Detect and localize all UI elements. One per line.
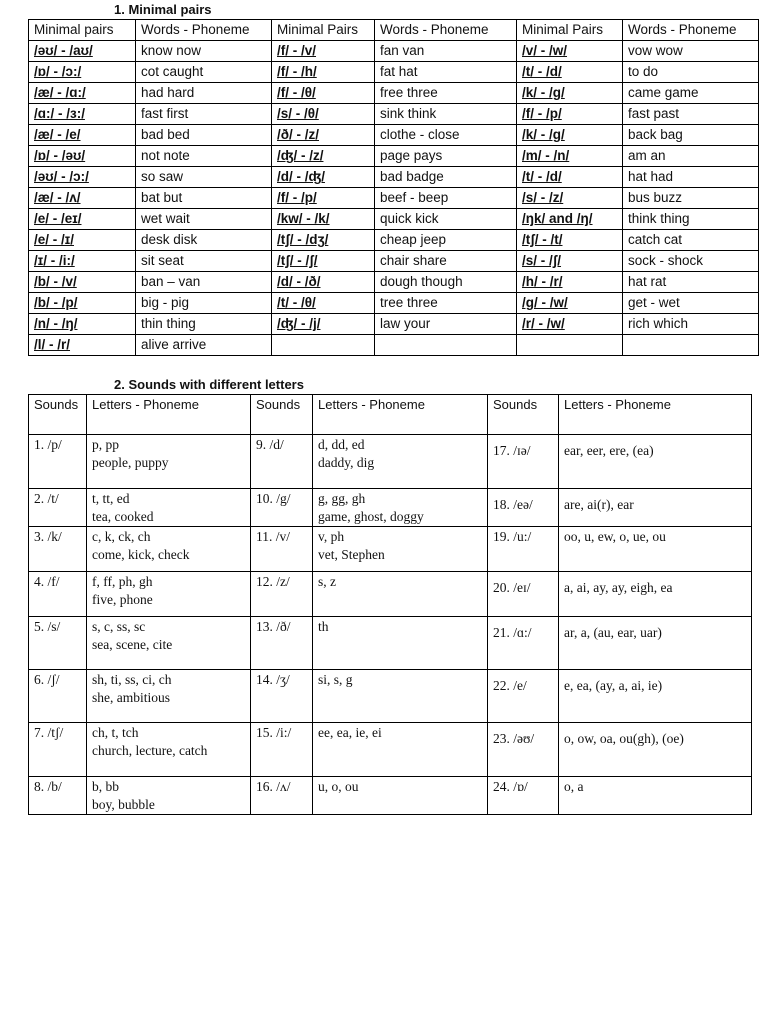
minimal-pair-cell bbox=[29, 104, 136, 125]
minimal-pair-phonemes: /d/ - /ð/ bbox=[277, 274, 321, 289]
table-row bbox=[29, 167, 759, 188]
minimal-pair-cell bbox=[517, 62, 623, 83]
header-cell: Words - Phoneme bbox=[136, 20, 272, 41]
table-row bbox=[29, 723, 752, 777]
letters-spelling: s, c, ss, sc bbox=[92, 619, 146, 634]
example-words-cell: fast past bbox=[623, 104, 759, 125]
header-cell: Sounds bbox=[29, 395, 87, 435]
table-row bbox=[29, 293, 759, 314]
sound-label: 21. /ɑ:/ bbox=[493, 625, 532, 640]
minimal-pair-cell bbox=[29, 188, 136, 209]
minimal-pair-cell bbox=[272, 104, 375, 125]
minimal-pair-phonemes: /n/ - /ŋ/ bbox=[34, 316, 78, 331]
letters-cell bbox=[87, 617, 251, 670]
sound-label: 18. /eə/ bbox=[493, 497, 533, 512]
minimal-pair-cell bbox=[29, 230, 136, 251]
letters-spelling: e, ea, (ay, a, ai, ie) bbox=[564, 678, 663, 693]
example-words-cell: chair share bbox=[375, 251, 517, 272]
sound-cell bbox=[251, 777, 313, 815]
sound-label: 13. /ð/ bbox=[256, 619, 291, 634]
sound-label: 5. /s/ bbox=[34, 619, 61, 634]
sound-label: 20. /eɪ/ bbox=[493, 580, 531, 595]
example-words-cell: had hard bbox=[136, 83, 272, 104]
minimal-pair-phonemes: /s/ - /z/ bbox=[522, 190, 564, 205]
example-words-cell: alive arrive bbox=[136, 335, 272, 356]
example-words: game, ghost, doggy bbox=[318, 509, 424, 524]
example-words-cell: fan van bbox=[375, 41, 517, 62]
sound-cell bbox=[29, 527, 87, 572]
minimal-pair-cell bbox=[29, 125, 136, 146]
minimal-pair-phonemes: /æ/ - /e/ bbox=[34, 127, 81, 142]
sound-cell bbox=[251, 723, 313, 777]
table-row bbox=[29, 670, 752, 723]
minimal-pair-cell bbox=[272, 314, 375, 335]
letters-spelling: oo, u, ew, o, ue, ou bbox=[564, 529, 666, 544]
sound-label: 14. /ʒ/ bbox=[256, 672, 290, 687]
sound-label: 24. /ɒ/ bbox=[493, 779, 528, 794]
sound-cell bbox=[488, 435, 559, 489]
sound-label: 17. /ɪə/ bbox=[493, 443, 531, 458]
example-words-cell: dough though bbox=[375, 272, 517, 293]
example-words: people, puppy bbox=[92, 455, 169, 470]
minimal-pair-cell bbox=[517, 293, 623, 314]
letters-cell bbox=[87, 723, 251, 777]
sound-label: 19. /u:/ bbox=[493, 529, 532, 544]
table-row bbox=[29, 104, 759, 125]
minimal-pair-cell bbox=[517, 251, 623, 272]
letters-spelling: v, ph bbox=[318, 529, 345, 544]
sound-cell bbox=[29, 670, 87, 723]
sound-cell bbox=[488, 777, 559, 815]
minimal-pair-phonemes: /f/ - /p/ bbox=[522, 106, 562, 121]
minimal-pair-phonemes: /e/ - /eɪ/ bbox=[34, 211, 82, 226]
sound-cell bbox=[251, 572, 313, 617]
sound-cell bbox=[29, 723, 87, 777]
minimal-pairs-table bbox=[28, 19, 759, 356]
letters-spelling: p, pp bbox=[92, 437, 119, 452]
header-cell: Sounds bbox=[488, 395, 559, 435]
minimal-pair-phonemes: /b/ - /v/ bbox=[34, 274, 77, 289]
minimal-pair-phonemes: /l/ - /r/ bbox=[34, 337, 71, 352]
sound-cell bbox=[29, 617, 87, 670]
minimal-pair-cell bbox=[517, 146, 623, 167]
table-row bbox=[29, 489, 752, 527]
letters-cell bbox=[559, 489, 752, 527]
letters-spelling: f, ff, ph, gh bbox=[92, 574, 153, 589]
sound-cell bbox=[251, 527, 313, 572]
letters-spelling: c, k, ck, ch bbox=[92, 529, 151, 544]
example-words-cell: hat rat bbox=[623, 272, 759, 293]
example-words: church, lecture, catch bbox=[92, 743, 208, 758]
minimal-pair-phonemes: /t/ - /θ/ bbox=[277, 295, 316, 310]
table-row bbox=[29, 335, 759, 356]
sound-label: 12. /z/ bbox=[256, 574, 290, 589]
letters-cell bbox=[87, 527, 251, 572]
example-words: five, phone bbox=[92, 592, 153, 607]
letters-cell bbox=[87, 435, 251, 489]
header-cell: Minimal Pairs bbox=[517, 20, 623, 41]
minimal-pair-phonemes: /ʤ/ - /z/ bbox=[277, 148, 324, 163]
letters-spelling: si, s, g bbox=[318, 672, 353, 687]
header-cell: Sounds bbox=[251, 395, 313, 435]
example-words-cell: came game bbox=[623, 83, 759, 104]
minimal-pair-phonemes: /f/ - /h/ bbox=[277, 64, 317, 79]
minimal-pair-phonemes: /tʃ/ - /dʒ/ bbox=[277, 232, 329, 247]
example-words: she, ambitious bbox=[92, 690, 170, 705]
letters-cell bbox=[313, 527, 488, 572]
minimal-pair-cell bbox=[29, 62, 136, 83]
minimal-pair-phonemes: /ɒ/ - /əʊ/ bbox=[34, 148, 86, 163]
minimal-pair-cell bbox=[29, 167, 136, 188]
letters-spelling: o, ow, oa, ou(gh), (oe) bbox=[564, 731, 684, 746]
example-words-cell: wet wait bbox=[136, 209, 272, 230]
example-words-cell: free three bbox=[375, 83, 517, 104]
minimal-pair-cell bbox=[272, 146, 375, 167]
example-words-cell: tree three bbox=[375, 293, 517, 314]
example-words-cell: page pays bbox=[375, 146, 517, 167]
sound-label: 16. /ʌ/ bbox=[256, 779, 291, 794]
letters-cell bbox=[313, 723, 488, 777]
minimal-pair-cell bbox=[517, 314, 623, 335]
table-row bbox=[29, 62, 759, 83]
minimal-pair-cell bbox=[517, 209, 623, 230]
header-cell: Letters - Phoneme bbox=[87, 395, 251, 435]
example-words-cell bbox=[375, 335, 517, 356]
sound-cell bbox=[251, 435, 313, 489]
example-words-cell: so saw bbox=[136, 167, 272, 188]
letters-spelling: sh, ti, ss, ci, ch bbox=[92, 672, 172, 687]
letters-cell bbox=[559, 527, 752, 572]
table-row bbox=[29, 188, 759, 209]
minimal-pair-phonemes: /ɑ:/ - /ɜ:/ bbox=[34, 106, 85, 121]
minimal-pair-phonemes: /kw/ - /k/ bbox=[277, 211, 330, 226]
example-words-cell: sink think bbox=[375, 104, 517, 125]
minimal-pair-phonemes: /r/ - /w/ bbox=[522, 316, 565, 331]
letters-cell bbox=[87, 572, 251, 617]
header-cell: Letters - Phoneme bbox=[313, 395, 488, 435]
example-words-cell: thin thing bbox=[136, 314, 272, 335]
minimal-pair-cell bbox=[272, 125, 375, 146]
header-cell: Minimal pairs bbox=[29, 20, 136, 41]
example-words: sea, scene, cite bbox=[92, 637, 173, 652]
minimal-pair-phonemes: /d/ - /ʤ/ bbox=[277, 169, 325, 184]
letters-cell bbox=[87, 489, 251, 527]
example-words-cell: desk disk bbox=[136, 230, 272, 251]
letters-spelling: th bbox=[318, 619, 329, 634]
minimal-pair-cell bbox=[29, 41, 136, 62]
sound-cell bbox=[251, 670, 313, 723]
table-row bbox=[29, 617, 752, 670]
table-row bbox=[29, 251, 759, 272]
sound-cell bbox=[29, 572, 87, 617]
sound-cell bbox=[488, 723, 559, 777]
minimal-pair-cell bbox=[517, 83, 623, 104]
letters-cell bbox=[87, 670, 251, 723]
minimal-pair-phonemes: /f/ - /v/ bbox=[277, 43, 317, 58]
minimal-pair-phonemes: /æ/ - /ɑ:/ bbox=[34, 85, 86, 100]
table-row bbox=[29, 41, 759, 62]
example-words-cell: not note bbox=[136, 146, 272, 167]
example-words-cell: quick kick bbox=[375, 209, 517, 230]
table-row bbox=[29, 209, 759, 230]
letters-spelling: d, dd, ed bbox=[318, 437, 365, 452]
minimal-pair-phonemes: /ŋk/ and /ŋ/ bbox=[522, 211, 593, 226]
minimal-pair-phonemes: /æ/ - /ʌ/ bbox=[34, 190, 81, 205]
minimal-pair-phonemes: /h/ - /r/ bbox=[522, 274, 563, 289]
sound-cell bbox=[29, 435, 87, 489]
table-row bbox=[29, 272, 759, 293]
sound-cell bbox=[29, 777, 87, 815]
letters-spelling: are, ai(r), ear bbox=[564, 497, 634, 512]
minimal-pair-cell bbox=[29, 272, 136, 293]
sound-label: 15. /i:/ bbox=[256, 725, 292, 740]
letters-cell bbox=[313, 617, 488, 670]
minimal-pair-cell bbox=[517, 167, 623, 188]
minimal-pairs-header-row bbox=[29, 20, 759, 41]
sound-cell bbox=[29, 489, 87, 527]
example-words-cell: am an bbox=[623, 146, 759, 167]
minimal-pair-phonemes: /əʊ/ - /aʊ/ bbox=[34, 43, 93, 58]
letters-spelling: ch, t, tch bbox=[92, 725, 139, 740]
minimal-pair-cell bbox=[272, 83, 375, 104]
sound-label: 2. /t/ bbox=[34, 491, 59, 506]
sound-label: 3. /k/ bbox=[34, 529, 62, 544]
minimal-pair-phonemes: /g/ - /w/ bbox=[522, 295, 568, 310]
minimal-pair-cell bbox=[272, 272, 375, 293]
minimal-pair-phonemes: /t/ - /d/ bbox=[522, 169, 562, 184]
example-words-cell: know now bbox=[136, 41, 272, 62]
section-2-title: 2. Sounds with different letters bbox=[114, 377, 304, 392]
minimal-pair-phonemes: /m/ - /n/ bbox=[522, 148, 570, 163]
example-words-cell: ban – van bbox=[136, 272, 272, 293]
example-words-cell: sock - shock bbox=[623, 251, 759, 272]
example-words-cell: big - pig bbox=[136, 293, 272, 314]
example-words-cell: sit seat bbox=[136, 251, 272, 272]
letters-spelling: ee, ea, ie, ei bbox=[318, 725, 382, 740]
minimal-pair-phonemes: /ɒ/ - /ɔ:/ bbox=[34, 64, 82, 79]
example-words-cell: to do bbox=[623, 62, 759, 83]
letters-spelling: ear, eer, ere, (ea) bbox=[564, 443, 654, 458]
minimal-pair-phonemes: /s/ - /θ/ bbox=[277, 106, 319, 121]
sound-cell bbox=[488, 489, 559, 527]
letters-cell bbox=[87, 777, 251, 815]
letters-cell bbox=[559, 723, 752, 777]
section-1-title: 1. Minimal pairs bbox=[114, 2, 212, 17]
sound-label: 23. /əʊ/ bbox=[493, 731, 535, 746]
letters-spelling: o, a bbox=[564, 779, 584, 794]
example-words-cell: get - wet bbox=[623, 293, 759, 314]
minimal-pair-phonemes: /k/ - /g/ bbox=[522, 85, 565, 100]
example-words-cell: fast first bbox=[136, 104, 272, 125]
example-words-cell: bat but bbox=[136, 188, 272, 209]
minimal-pair-cell bbox=[272, 335, 375, 356]
example-words-cell: hat had bbox=[623, 167, 759, 188]
example-words-cell: catch cat bbox=[623, 230, 759, 251]
table-row bbox=[29, 572, 752, 617]
letters-spelling: g, gg, gh bbox=[318, 491, 366, 506]
letters-spelling: a, ai, ay, ay, eigh, ea bbox=[564, 580, 673, 595]
table-row bbox=[29, 314, 759, 335]
minimal-pair-phonemes: /f/ - /p/ bbox=[277, 190, 317, 205]
letters-spelling: b, bb bbox=[92, 779, 119, 794]
minimal-pair-cell bbox=[29, 251, 136, 272]
minimal-pair-phonemes: /ð/ - /z/ bbox=[277, 127, 319, 142]
table-row bbox=[29, 527, 752, 572]
sounds-letters-table bbox=[28, 394, 752, 815]
table-row bbox=[29, 435, 752, 489]
minimal-pair-cell bbox=[517, 125, 623, 146]
example-words-cell: vow wow bbox=[623, 41, 759, 62]
minimal-pair-cell bbox=[29, 293, 136, 314]
sound-label: 6. /ʃ/ bbox=[34, 672, 60, 687]
letters-cell bbox=[313, 435, 488, 489]
letters-cell bbox=[313, 777, 488, 815]
sound-label: 8. /b/ bbox=[34, 779, 62, 794]
header-cell: Words - Phoneme bbox=[623, 20, 759, 41]
letters-spelling: ar, a, (au, ear, uar) bbox=[564, 625, 662, 640]
sound-cell bbox=[488, 572, 559, 617]
example-words-cell: cheap jeep bbox=[375, 230, 517, 251]
example-words-cell: law your bbox=[375, 314, 517, 335]
minimal-pair-cell bbox=[517, 104, 623, 125]
letters-cell bbox=[313, 572, 488, 617]
example-words-cell: back bag bbox=[623, 125, 759, 146]
example-words-cell: bad badge bbox=[375, 167, 517, 188]
minimal-pair-cell bbox=[29, 83, 136, 104]
minimal-pair-cell bbox=[517, 230, 623, 251]
minimal-pair-phonemes: /f/ - /θ/ bbox=[277, 85, 316, 100]
sound-cell bbox=[251, 489, 313, 527]
letters-cell bbox=[559, 670, 752, 723]
sound-cell bbox=[251, 617, 313, 670]
table-row bbox=[29, 146, 759, 167]
example-words-cell: rich which bbox=[623, 314, 759, 335]
sound-cell bbox=[488, 617, 559, 670]
sound-label: 11. /v/ bbox=[256, 529, 291, 544]
example-words-cell: bus buzz bbox=[623, 188, 759, 209]
example-words-cell: think thing bbox=[623, 209, 759, 230]
table-row bbox=[29, 83, 759, 104]
minimal-pair-cell bbox=[272, 230, 375, 251]
example-words-cell: beef - beep bbox=[375, 188, 517, 209]
sounds-header-row bbox=[29, 395, 752, 435]
minimal-pair-cell bbox=[29, 146, 136, 167]
table-row bbox=[29, 230, 759, 251]
minimal-pair-phonemes: /b/ - /p/ bbox=[34, 295, 78, 310]
minimal-pair-phonemes: /tʃ/ - /ʃ/ bbox=[277, 253, 318, 268]
letters-spelling: s, z bbox=[318, 574, 336, 589]
letters-spelling: u, o, ou bbox=[318, 779, 359, 794]
example-words-cell: clothe - close bbox=[375, 125, 517, 146]
letters-cell bbox=[559, 777, 752, 815]
header-cell: Minimal Pairs bbox=[272, 20, 375, 41]
letters-spelling: t, tt, ed bbox=[92, 491, 130, 506]
example-words-cell: cot caught bbox=[136, 62, 272, 83]
minimal-pair-cell bbox=[272, 167, 375, 188]
sound-cell bbox=[488, 670, 559, 723]
header-cell: Words - Phoneme bbox=[375, 20, 517, 41]
example-words-cell: fat hat bbox=[375, 62, 517, 83]
table-row bbox=[29, 777, 752, 815]
minimal-pair-cell bbox=[272, 62, 375, 83]
minimal-pair-phonemes: /ʤ/ - /j/ bbox=[277, 316, 321, 331]
sound-label: 22. /e/ bbox=[493, 678, 527, 693]
minimal-pair-cell bbox=[517, 272, 623, 293]
minimal-pair-phonemes: /v/ - /w/ bbox=[522, 43, 568, 58]
minimal-pair-cell bbox=[517, 188, 623, 209]
example-words: vet, Stephen bbox=[318, 547, 385, 562]
minimal-pair-phonemes: /s/ - /ʃ/ bbox=[522, 253, 562, 268]
example-words-cell bbox=[623, 335, 759, 356]
letters-cell bbox=[313, 670, 488, 723]
letters-cell bbox=[559, 572, 752, 617]
example-words: daddy, dig bbox=[318, 455, 375, 470]
letters-cell bbox=[313, 489, 488, 527]
minimal-pair-cell bbox=[29, 335, 136, 356]
example-words: boy, bubble bbox=[92, 797, 155, 812]
table-row bbox=[29, 125, 759, 146]
minimal-pair-phonemes: /k/ - /g/ bbox=[522, 127, 565, 142]
sound-cell bbox=[488, 527, 559, 572]
sound-label: 10. /g/ bbox=[256, 491, 291, 506]
sound-label: 9. /d/ bbox=[256, 437, 284, 452]
minimal-pair-phonemes: /tʃ/ - /t/ bbox=[522, 232, 563, 247]
example-words: come, kick, check bbox=[92, 547, 190, 562]
sound-label: 1. /p/ bbox=[34, 437, 62, 452]
minimal-pair-cell bbox=[29, 209, 136, 230]
minimal-pair-phonemes: /e/ - /ɪ/ bbox=[34, 232, 74, 247]
minimal-pair-phonemes: /əʊ/ - /ɔ:/ bbox=[34, 169, 89, 184]
header-cell: Letters - Phoneme bbox=[559, 395, 752, 435]
minimal-pair-cell bbox=[29, 314, 136, 335]
example-words-cell: bad bed bbox=[136, 125, 272, 146]
sound-label: 7. /tʃ/ bbox=[34, 725, 64, 740]
minimal-pair-cell bbox=[272, 209, 375, 230]
minimal-pair-cell bbox=[517, 335, 623, 356]
minimal-pair-phonemes: /ɪ/ - /i:/ bbox=[34, 253, 75, 268]
letters-cell bbox=[559, 435, 752, 489]
minimal-pair-cell bbox=[272, 293, 375, 314]
minimal-pair-cell bbox=[272, 251, 375, 272]
minimal-pair-cell bbox=[272, 188, 375, 209]
minimal-pair-phonemes: /t/ - /d/ bbox=[522, 64, 562, 79]
letters-cell bbox=[559, 617, 752, 670]
sound-label: 4. /f/ bbox=[34, 574, 60, 589]
minimal-pair-cell bbox=[272, 41, 375, 62]
minimal-pair-cell bbox=[517, 41, 623, 62]
example-words: tea, cooked bbox=[92, 509, 154, 524]
